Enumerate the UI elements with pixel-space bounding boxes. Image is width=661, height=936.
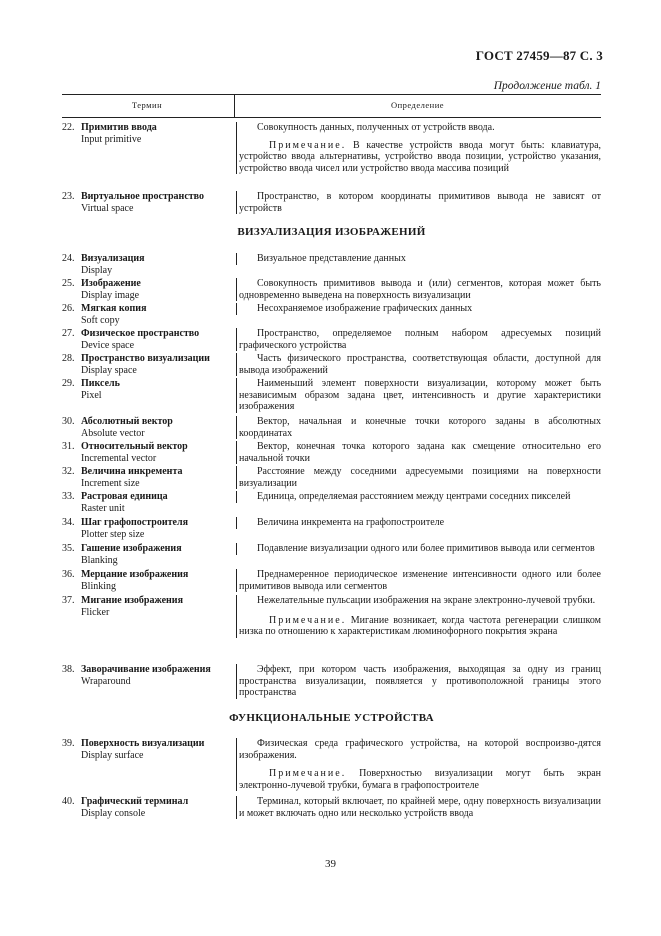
term-cell: [62, 122, 230, 145]
term-ru: Визуализация: [81, 253, 145, 264]
term-cell: [62, 738, 230, 761]
definition-text: Вектор, конечная точка которого задана как смещение относительно его начальной точки: [239, 441, 601, 464]
term-en: Flicker: [81, 606, 110, 618]
term-ru: Относительный вектор: [81, 441, 188, 452]
term-en: Blinking: [81, 580, 117, 592]
term-en: Raster unit: [81, 502, 125, 514]
term-cell: [62, 328, 230, 351]
term-cell: [62, 491, 230, 514]
definition-cell: [236, 191, 601, 214]
term-number: 38.: [62, 664, 75, 675]
definition-cell: [236, 328, 601, 351]
term-cell: [62, 664, 230, 687]
term-en: Display image: [81, 289, 140, 301]
term-number: 36.: [62, 569, 75, 580]
term-cell: [62, 796, 230, 819]
term-en: Increment size: [81, 477, 140, 489]
term-number: 32.: [62, 466, 75, 477]
term-number: 28.: [62, 353, 75, 364]
term-cell: [62, 441, 230, 464]
column-header-term: Термин: [131, 100, 163, 110]
term-ru: Мигание изображения: [81, 595, 183, 606]
table-continuation-label: Продолжение табл. 1: [493, 80, 601, 92]
definition-text: Эффект, при котором часть изображения, выходящая за одну из границ пространства визуализации, появляется у противоположной границы этого пространства: [239, 664, 601, 698]
definition-cell: [236, 595, 601, 638]
term-en: Device space: [81, 339, 135, 351]
note-text: Поверхностью визуализации могут быть экран электронно-лучевой трубки, бумага в графопостроителе: [239, 768, 602, 791]
definition-cell: [236, 353, 601, 376]
term-ru: Шаг графопостроителя: [81, 517, 188, 528]
term-en: Absolute vector: [81, 427, 145, 439]
definition-text: Совокупность данных, полученных от устройств ввода.: [257, 122, 495, 133]
term-cell: [62, 416, 230, 439]
definition-cell: [236, 441, 601, 464]
term-en: Display surface: [81, 749, 144, 761]
definition-note: [239, 140, 601, 175]
definition-text: Расстояние между соседними адресуемыми позициями на поверхности визуализации: [239, 466, 601, 489]
definition-text: Величина инкремента на графопостроителе: [257, 517, 445, 528]
term-ru: Примитив ввода: [81, 122, 157, 133]
term-cell: [62, 253, 230, 276]
term-en: Incremental vector: [81, 452, 157, 464]
term-ru: Виртуальное пространство: [81, 191, 204, 202]
definition-cell: [236, 122, 601, 174]
column-header-definition: Определение: [390, 100, 445, 110]
term-cell: [62, 353, 230, 376]
term-ru: Абсолютный вектор: [81, 416, 173, 427]
definition-cell: [236, 517, 601, 529]
term-ru: Пиксель: [81, 378, 120, 389]
term-en: Display: [81, 264, 113, 276]
term-number: 27.: [62, 328, 75, 339]
term-en: Display space: [81, 364, 137, 376]
definition-note: [239, 768, 601, 791]
term-ru: Мерцание изображения: [81, 569, 189, 580]
definition-cell: [236, 303, 601, 315]
definition-text: Совокупность примитивов вывода и (или) сегментов, которая может быть одновременно выведена на поверхность визуализации: [239, 278, 601, 301]
term-en: Input primitive: [81, 133, 142, 145]
term-en: Display console: [81, 807, 146, 819]
term-number: 25.: [62, 278, 75, 289]
term-ru: Пространство визуализации: [81, 353, 210, 364]
term-en: Plotter step size: [81, 528, 145, 540]
term-en: Soft copy: [81, 314, 120, 326]
definition-text: Физическая среда графического устройства, на которой воспроизво-дятся изображения.: [239, 738, 601, 761]
note-label: Примечание.: [269, 139, 347, 151]
note-text: В качестве устройств ввода могут быть: клавиатура, устройство ввода альтернативы, устройство ввода позиции, устройство указания, устройство ввода чисел или устройство ввода массива позиций: [239, 139, 602, 174]
term-en: Wraparound: [81, 675, 131, 687]
term-cell: [62, 191, 230, 214]
term-ru: Изображение: [81, 278, 141, 289]
term-ru: Графический терминал: [81, 796, 189, 807]
term-number: 23.: [62, 191, 75, 202]
definition-text: Часть физического пространства, соответствующая области, доступной для вывода изображений: [239, 353, 601, 376]
definition-cell: [236, 796, 601, 819]
term-cell: [62, 569, 230, 592]
definition-cell: [236, 569, 601, 592]
term-ru: Гашение изображения: [81, 543, 182, 554]
term-cell: [62, 595, 230, 618]
definition-cell: [236, 378, 601, 413]
term-cell: [62, 378, 230, 401]
definition-note: [239, 615, 601, 638]
term-en: Pixel: [81, 389, 102, 401]
section-heading: ВИЗУАЛИЗАЦИЯ ИЗОБРАЖЕНИЙ: [237, 226, 426, 238]
term-ru: Физическое пространство: [81, 328, 200, 339]
term-ru: Мягкая копия: [81, 303, 147, 314]
term-number: 39.: [62, 738, 75, 749]
definition-text: Визуальное представление данных: [257, 253, 406, 264]
term-en: Virtual space: [81, 202, 134, 214]
term-ru: Растровая единица: [81, 491, 168, 502]
definition-text: Пространство, в котором координаты примитивов вывода не зависят от устройств: [239, 191, 601, 214]
term-number: 35.: [62, 543, 75, 554]
definition-cell: [236, 664, 601, 699]
term-number: 30.: [62, 416, 75, 427]
section-heading: ФУНКЦИОНАЛЬНЫЕ УСТРОЙСТВА: [229, 712, 434, 724]
term-number: 34.: [62, 517, 75, 528]
term-number: 26.: [62, 303, 75, 314]
definition-text: Преднамеренное периодическое изменение интенсивности одного или более примитивов вывода или сегментов: [239, 569, 601, 592]
definition-cell: [236, 253, 601, 265]
page-number: 39: [325, 858, 336, 870]
definition-cell: [236, 278, 601, 301]
term-en: Blanking: [81, 554, 118, 566]
term-number: 24.: [62, 253, 75, 264]
document-header: ГОСТ 27459—87 С. 3: [475, 48, 603, 63]
term-ru: Заворачивание изображения: [81, 664, 211, 675]
term-ru: Поверхность визуализации: [81, 738, 205, 749]
term-number: 22.: [62, 122, 75, 133]
definition-text: Несохраняемое изображение графических данных: [257, 303, 473, 314]
term-cell: [62, 278, 230, 301]
definition-text: Вектор, начальная и конечные точки которого заданы в абсолютных координатах: [239, 416, 601, 439]
definition-cell: [236, 466, 601, 489]
definition-text: Подавление визуализации одного или более примитивов вывода или сегментов: [257, 543, 595, 554]
definition-text: Пространство, определяемое полным набором адресуемых позиций графического устройства: [239, 328, 601, 351]
definition-text: Наименьший элемент поверхности визуализации, которому может быть независимым образом задана цвет, интенсивность и другие характеристики изображения: [239, 378, 601, 412]
definition-text: Терминал, который включает, по крайней мере, одну поверхность визуализации и может включать одно или несколько устройств ввода: [239, 796, 601, 819]
definition-text: Единица, определяемая расстоянием между центрами соседних пикселей: [257, 491, 571, 502]
term-number: 37.: [62, 595, 75, 606]
term-number: 33.: [62, 491, 75, 502]
term-cell: [62, 543, 230, 566]
definition-cell: [236, 543, 601, 555]
term-cell: [62, 517, 230, 540]
term-cell: [62, 303, 230, 326]
term-number: 40.: [62, 796, 75, 807]
definition-cell: [236, 738, 601, 791]
definition-cell: [236, 491, 601, 503]
definition-text: Нежелательные пульсации изображения на экране электронно-лучевой трубки.: [257, 595, 596, 606]
term-cell: [62, 466, 230, 489]
note-label: Примечание.: [269, 768, 347, 779]
table-header: [62, 94, 601, 118]
definition-cell: [236, 416, 601, 439]
term-ru: Величина инкремента: [81, 466, 183, 477]
note-text: Мигание возникает, когда частота регенерации слишком низка по отношению к характеристикам люминофорного покрытия экрана: [239, 614, 601, 637]
term-number: 29.: [62, 378, 75, 389]
note-label: Примечание.: [269, 614, 347, 626]
term-number: 31.: [62, 441, 75, 452]
